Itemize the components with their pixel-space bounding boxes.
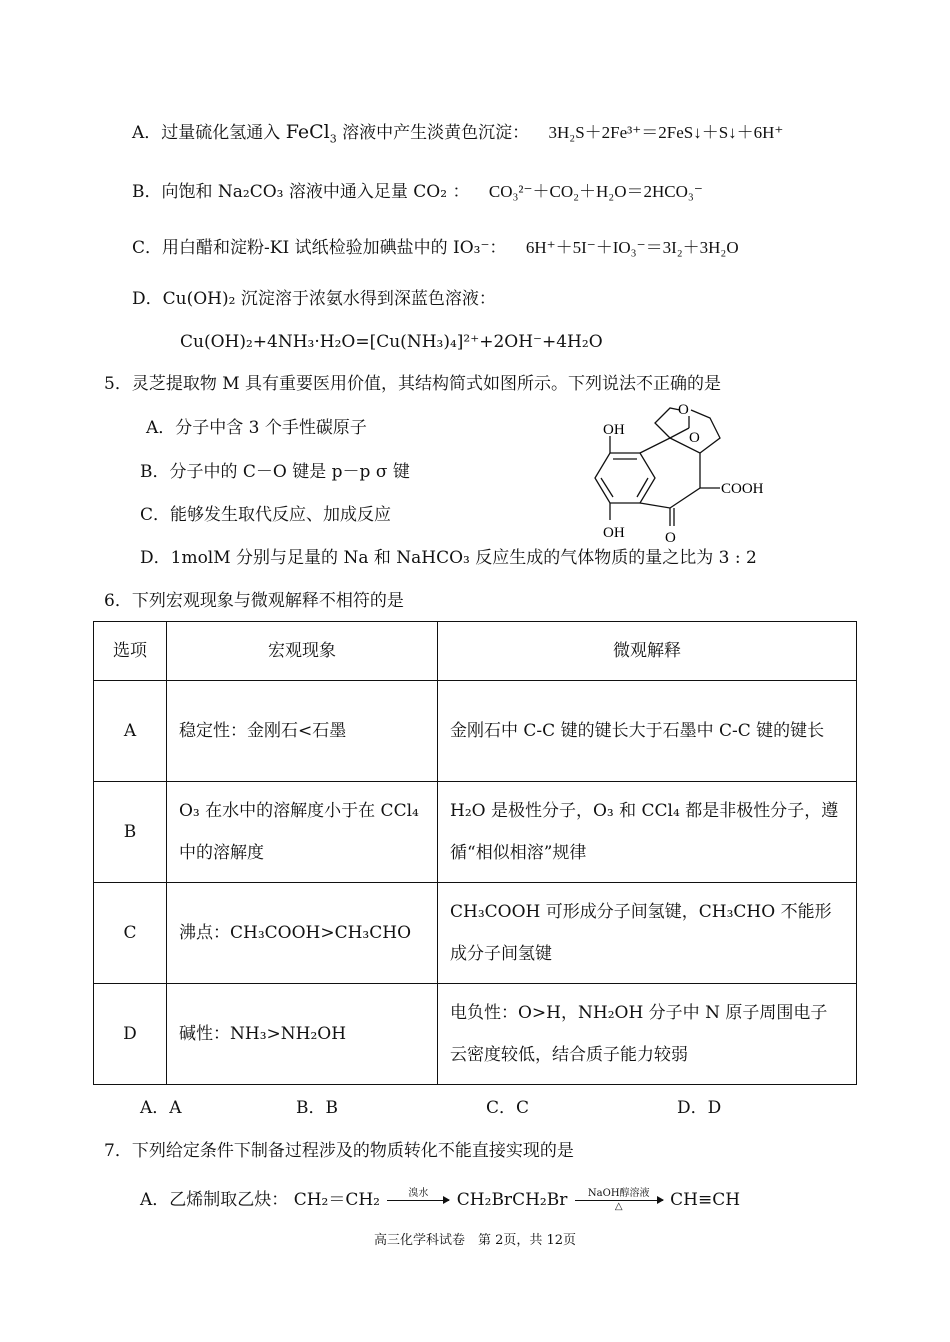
q4-c-text: 用白醋和淀粉-KI 试纸检验加碘盐中的 IO₃⁻： (162, 238, 507, 258)
q7-a-substance-3: CH≡CH (670, 1190, 741, 1210)
q6-answer-a: A．A (140, 1098, 182, 1118)
q4-b-equation: CO₃²⁻＋CO₂＋H₂O＝2HCO₃⁻ (488, 182, 703, 201)
q5-option-b: B．分子中的 C－O 键是 p－p σ 键 (140, 462, 410, 482)
row-key: B (94, 782, 167, 883)
col-header-option: 选项 (94, 622, 167, 681)
reaction-arrow-1 (387, 1188, 449, 1213)
q5-option-d: D．1molM 分别与足量的 Na 和 NaHCO₃ 反应生成的气体物质的量之比为 3 : 2 (140, 548, 757, 568)
row-micro: H₂O 是极性分子，O₃ 和 CCl₄ 都是非极性分子，遵循“相似相溶”规律 (438, 782, 857, 883)
row-key: A (94, 681, 167, 782)
q4-option-d (132, 287, 496, 311)
q4-c-equation: 6H⁺＋5I⁻＋IO₃⁻＝3I₂＋3H₂O (525, 238, 739, 257)
q6-answer-c: C．C (486, 1098, 530, 1118)
q4-d-text: Cu(OH)₂ 沉淀溶于浓氨水得到深蓝色溶液： (162, 289, 496, 309)
q4-b-text: 向饱和 Na₂CO₃ 溶液中通入足量 CO₂ ： (161, 182, 470, 202)
q4-a-text: 过量硫化氢通入 (161, 123, 281, 143)
struct-ketone-o: O (665, 530, 676, 546)
arrow-1-reagent: 溴水 (408, 1188, 429, 1199)
q4-c-label: C． (132, 238, 163, 258)
col-header-macro: 宏观现象 (167, 622, 438, 681)
row-macro: 稳定性：金刚石<石墨 (167, 681, 438, 782)
q4-option-c (132, 236, 739, 260)
arrow-2-reagent: NaOH醇溶液 (587, 1188, 650, 1199)
molecule-m-structure (585, 398, 785, 548)
q4-option-a: A．过量硫化氢通入 FeCl$_3$ 溶液中产生淡黄色沉淀： 3H₂S＋2Fe³⁺＝2FeS↓＋S↓＋6H⁺ (132, 121, 784, 146)
q7-stem: 7．下列给定条件下制备过程涉及的物质转化不能直接实现的是 (104, 1141, 574, 1161)
table-row (94, 883, 857, 984)
q6-answer-b: B．B (296, 1098, 338, 1118)
q7-a-substance-2: CH₂BrCH₂Br (456, 1190, 568, 1210)
row-macro: 沸点：CH₃COOH>CH₃CHO (167, 883, 438, 984)
table-row (94, 984, 857, 1085)
q5-option-a: A．分子中含 3 个手性碳原子 (146, 418, 367, 438)
q6-table (93, 621, 857, 1085)
q4-d-label: D． (132, 289, 163, 309)
q6-answer-d: D．D (677, 1098, 722, 1118)
q6-stem: 6．下列宏观现象与微观解释不相符的是 (104, 591, 404, 611)
col-header-micro: 微观解释 (438, 622, 857, 681)
q7-a-substance-1: CH₂＝CH₂ (293, 1190, 380, 1210)
row-key: D (94, 984, 167, 1085)
row-micro: CH₃COOH 可形成分子间氢键，CH₃CHO 不能形成分子间氢键 (438, 883, 857, 984)
table-row (94, 681, 857, 782)
table-row (94, 782, 857, 883)
row-key: C (94, 883, 167, 984)
q4-b-label: B． (132, 182, 162, 202)
row-macro: 碱性：NH₃>NH₂OH (167, 984, 438, 1085)
row-micro: 金刚石中 C-C 键的键长大于石墨中 C-C 键的键长 (438, 681, 857, 782)
q4-a-equation: 3H₂S＋2Fe³⁺＝2FeS↓＋S↓＋6H⁺ (548, 123, 784, 142)
page-footer: 高三化学科试卷 第 2页，共 12页 (373, 1233, 577, 1248)
struct-bridge-o-mid: O (689, 430, 700, 446)
q4-option-b (132, 180, 703, 204)
table-header-row (94, 622, 857, 681)
q4-a-tail: 溶液中产生淡黄色沉淀： (342, 123, 530, 143)
struct-oh-bottom: OH (603, 525, 625, 541)
struct-oh-top: OH (603, 422, 625, 438)
q7-a-label: A．乙烯制取乙炔： (140, 1190, 289, 1210)
q5-option-c: C．能够发生取代反应、加成反应 (140, 505, 392, 525)
arrow-2-condition: △ (614, 1201, 623, 1212)
struct-cooh: COOH (721, 481, 764, 497)
q4-a-fecl: FeCl (285, 121, 330, 143)
row-macro: O₃ 在水中的溶解度小于在 CCl₄ 中的溶解度 (167, 782, 438, 883)
row-micro: 电负性：O>H，NH₂OH 分子中 N 原子周围电子云密度较低，结合质子能力较弱 (438, 984, 857, 1085)
q4-a-label: A． (132, 123, 162, 143)
q7-option-a (140, 1186, 740, 1214)
struct-bridge-o-top: O (678, 402, 689, 418)
q4-d-equation: Cu(OH)₂+4NH₃·H₂O=[Cu(NH₃)₄]²⁺+2OH⁻+4H₂O (180, 332, 603, 352)
q5-stem: 5．灵芝提取物 M 具有重要医用价值，其结构简式如图所示。下列说法不正确的是 (104, 374, 722, 394)
reaction-arrow-2 (575, 1188, 663, 1213)
